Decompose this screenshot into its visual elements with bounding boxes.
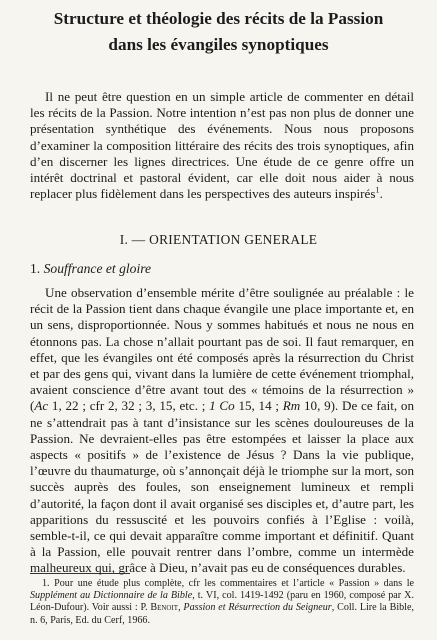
title-line-1: Structure et théologie des récits de la Passion: [53, 9, 384, 28]
ref-corinthians: 1 Co: [209, 398, 235, 414]
footnote: [30, 578, 414, 627]
intro-paragraph: [30, 89, 414, 202]
intro-text: Il ne peut être question en un simple article de commenter en détail les récits de la Passion. Notre intention n’est pas non plus de donner une présentation synthétique des événements. Nous nous proposons d’examiner la composition littéraire des récits des trois synoptiques, afin d’en discerner les lignes directrices. Une étude de ce genre offre un intérêt doctrinal et pastoral évident, car elle doit nous aider à nous replacer plus fidèlement dans les perspectives des auteurs inspirés: [30, 89, 414, 202]
subsection-number: 1.: [30, 261, 41, 276]
footnote-divider: [30, 573, 130, 574]
title-line-2: dans les évangiles synoptiques: [108, 35, 329, 54]
body-paragraph: [30, 285, 414, 577]
footnote-f: Passion et Résurrection du Seigneur: [183, 602, 332, 614]
footnote-marker: 1: [375, 184, 380, 195]
section-heading: I. — ORIENTATION GENERALE: [119, 232, 318, 247]
ref-corinthians-detail: 15, 14 ;: [234, 398, 283, 414]
footnote-b: Supplément au Dictionnaire de la Bible: [30, 590, 193, 602]
ref-romans: Rm: [282, 398, 301, 414]
intro-end: .: [379, 186, 383, 202]
ref-acts-detail: 1, 22 ; cfr 2, 32 ; 3, 15, etc. ;: [48, 398, 210, 414]
article-title: [10, 6, 427, 58]
footnote-g: , Coll. Lire la Bible, n. 6, Paris, Ed. du Cerf, 1966.: [30, 602, 414, 626]
subsection-label: Souffrance et gloire: [43, 261, 152, 276]
footnote-c: , t. VI, col. 1419-1492 (paru en 1960, composé par X. Léon-Dufour). Voir aussi :: [30, 590, 414, 614]
footnote-a: 1. Pour une étude plus complète, cfr les commentaires et l’article « Passion » dans le: [42, 578, 414, 589]
footnote-e: ,: [178, 602, 184, 614]
body-part1: Une observation d’ensemble mérite d’être soulignée au préalable : le récit de la Passion tient dans chaque évangile une place importante et, en un sens, disproportionnée. Nous y sommes habitués et nous ne nous en étonnons pas. La chose n’allait pourtant pas de soi. Il faut remarquer, en effet, que les évangiles ont été composés après la résurrection du Christ et par des gens qui, vivant dans la lumière de cette événement triomphal, avaient conscience d’être avant tout des « témoins de la résurrection » (: [30, 285, 414, 414]
subsection-heading: [30, 261, 151, 277]
body-part2: 10, 9). De ce fait, on ne s’attendrait pas à tant d’insistance sur les scènes douloureuses de la Passion. Ne devraient-elles pas être estompées et laisser la place aux aspects « positifs » de l’existence de Jésus ? Dans la vie publique, l’œuvre du thaumaturge, où s’annonçait déjà le triomphe sur la mort, son succès auprès des foules, son enseignement lumineux et rempli d’autorité, la façon dont il avait organisé ses disciples et, d’autre part, les apparitions du ressuscité et les pouvoirs confiés à l’Eglise : voilà, semble-t-il, ce qui devait apparaître comme important et définitif. Quant à la Passion, elle pouvait rentrer dans l’ombre, comme un intermède malheureux qui, grâce à Dieu, n’avait pas eu de conséquences durables.: [30, 398, 414, 576]
ref-acts: Ac: [34, 398, 49, 414]
footnote-author: P. Benoit: [140, 602, 179, 614]
